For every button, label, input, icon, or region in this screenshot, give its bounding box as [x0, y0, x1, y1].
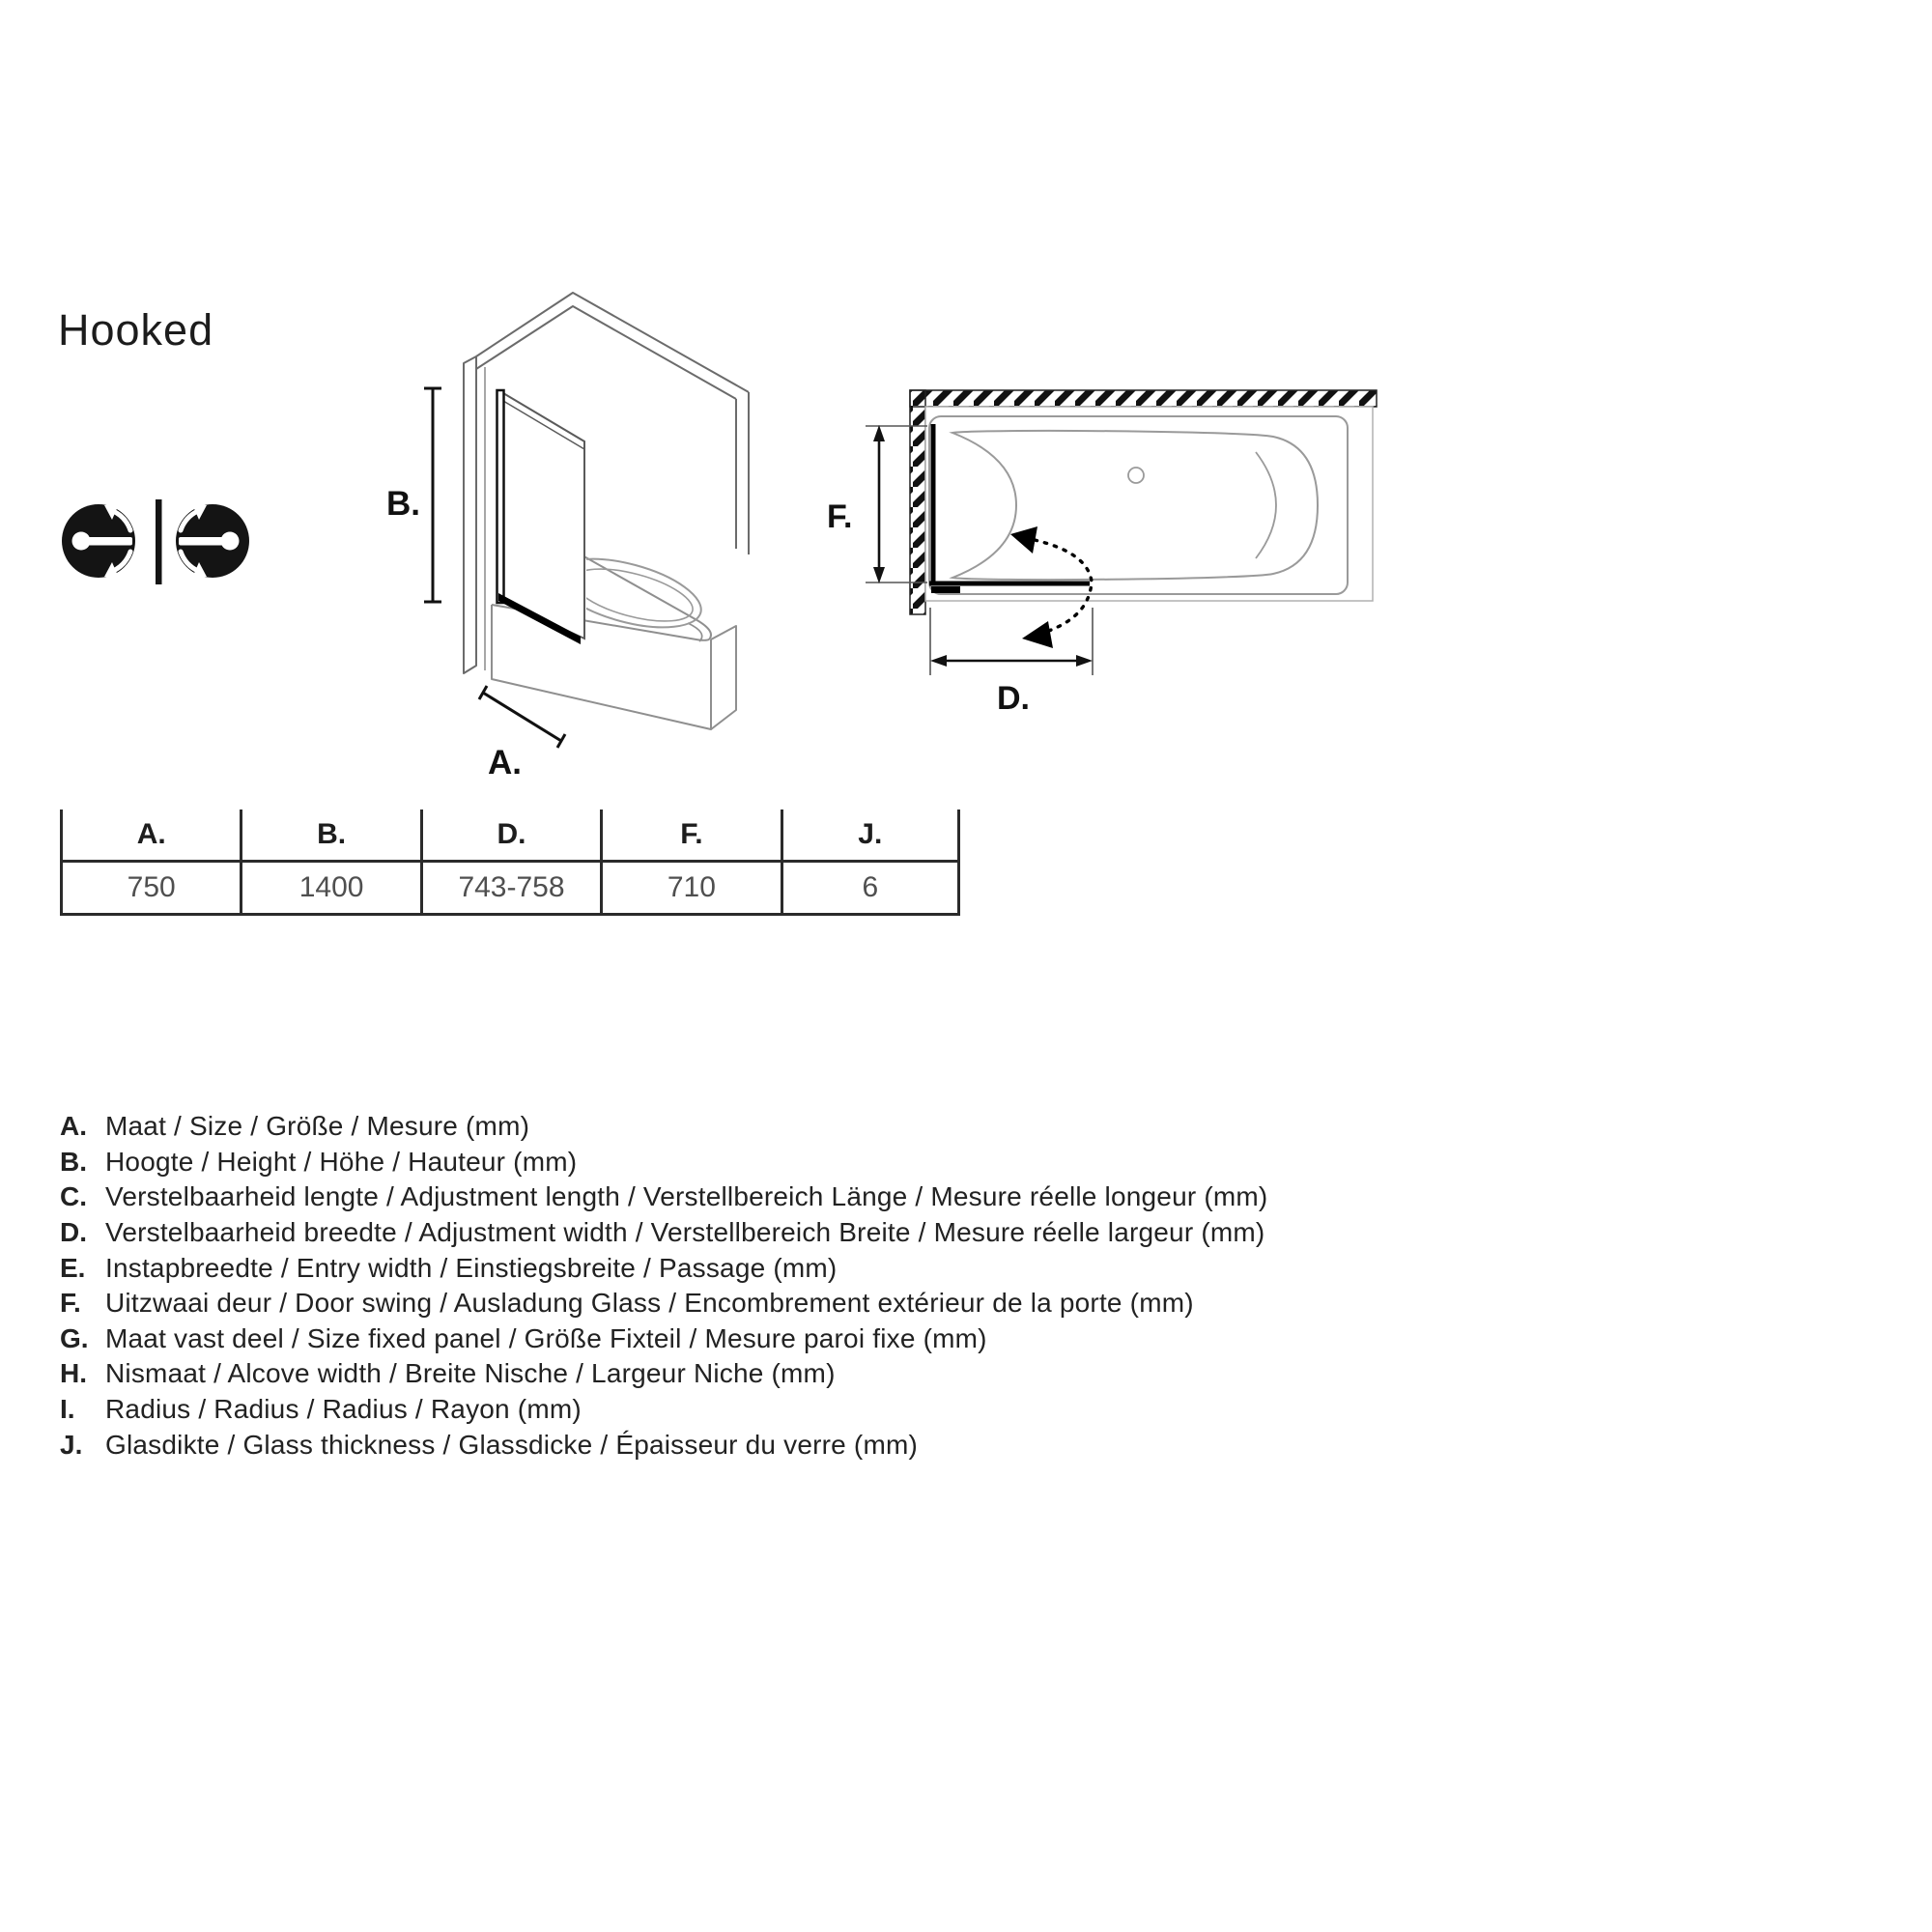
dimensions-table [60, 810, 960, 916]
bathtub-top-view [925, 407, 1373, 601]
glass-screen-3d [497, 390, 585, 644]
screen-wall-profile [497, 390, 504, 603]
table-header-d: D. [420, 810, 600, 863]
legend-item-e: E. Instapbreedte / Entry width / Einstiegsbreite / Passage (mm) [60, 1252, 838, 1283]
page-title: Hooked [58, 305, 214, 355]
table-header-f: F. [600, 810, 780, 863]
table-value-j: 6 [781, 863, 960, 916]
legend-item-j: J. Glasdikte / Glass thickness / Glassdicke / Épaisseur du verre (mm) [60, 1429, 919, 1460]
dimension-a [479, 686, 565, 781]
legend-item-a: A. Maat / Size / Größe / Mesure (mm) [60, 1111, 530, 1142]
panel-pivot-right-double-swing-icon [176, 504, 249, 578]
table-value-d: 743-758 [420, 863, 600, 916]
legend-item-h: H. Nismaat / Alcove width / Breite Nische / Largeur Niche (mm) [60, 1358, 836, 1389]
legend-item-g: G. Maat vast deel / Size fixed panel / Größe Fixteil / Mesure paroi fixe (mm) [60, 1322, 987, 1353]
table-value-a: 750 [60, 863, 240, 916]
table-header-a: A. [60, 810, 240, 863]
legend-item-c: C. Verstelbaarheid lengte / Adjustment length / Verstellbereich Länge / Mesure réelle longeur (mm) [60, 1181, 1268, 1212]
dim-label-a: A. [488, 744, 522, 781]
bath-screen-3d-diagram [367, 270, 811, 811]
dimension-d [930, 608, 1093, 717]
swing-direction-icons [56, 491, 269, 597]
dim-label-b: B. [386, 485, 420, 523]
table-header-j: J. [781, 810, 960, 863]
dimension-b [386, 388, 441, 602]
dim-label-f: F. [827, 498, 853, 535]
table-value-b: 1400 [240, 863, 419, 916]
panel-pivot-left-double-swing-icon [62, 504, 135, 578]
table-value-f: 710 [600, 863, 780, 916]
dimension-legend [60, 1109, 1267, 1463]
table-header-b: B. [240, 810, 419, 863]
legend-item-d: D. Verstelbaarheid breedte / Adjustment width / Verstellbereich Breite / Mesure réelle largeur (mm) [60, 1217, 1265, 1248]
dim-label-d: D. [997, 680, 1030, 717]
legend-item-b: B. Hoogte / Height / Höhe / Hauteur (mm) [60, 1146, 578, 1177]
legend-item-i: I. Radius / Radius / Radius / Rayon (mm) [60, 1394, 582, 1425]
legend-item-f: F. Uitzwaai deur / Door swing / Ausladung Glass / Encombrement extérieur de la porte (mm) [60, 1288, 1194, 1319]
bath-screen-top-view-diagram [821, 380, 1401, 720]
icon-separator-bar [156, 499, 162, 584]
drain-circle [1128, 468, 1144, 483]
